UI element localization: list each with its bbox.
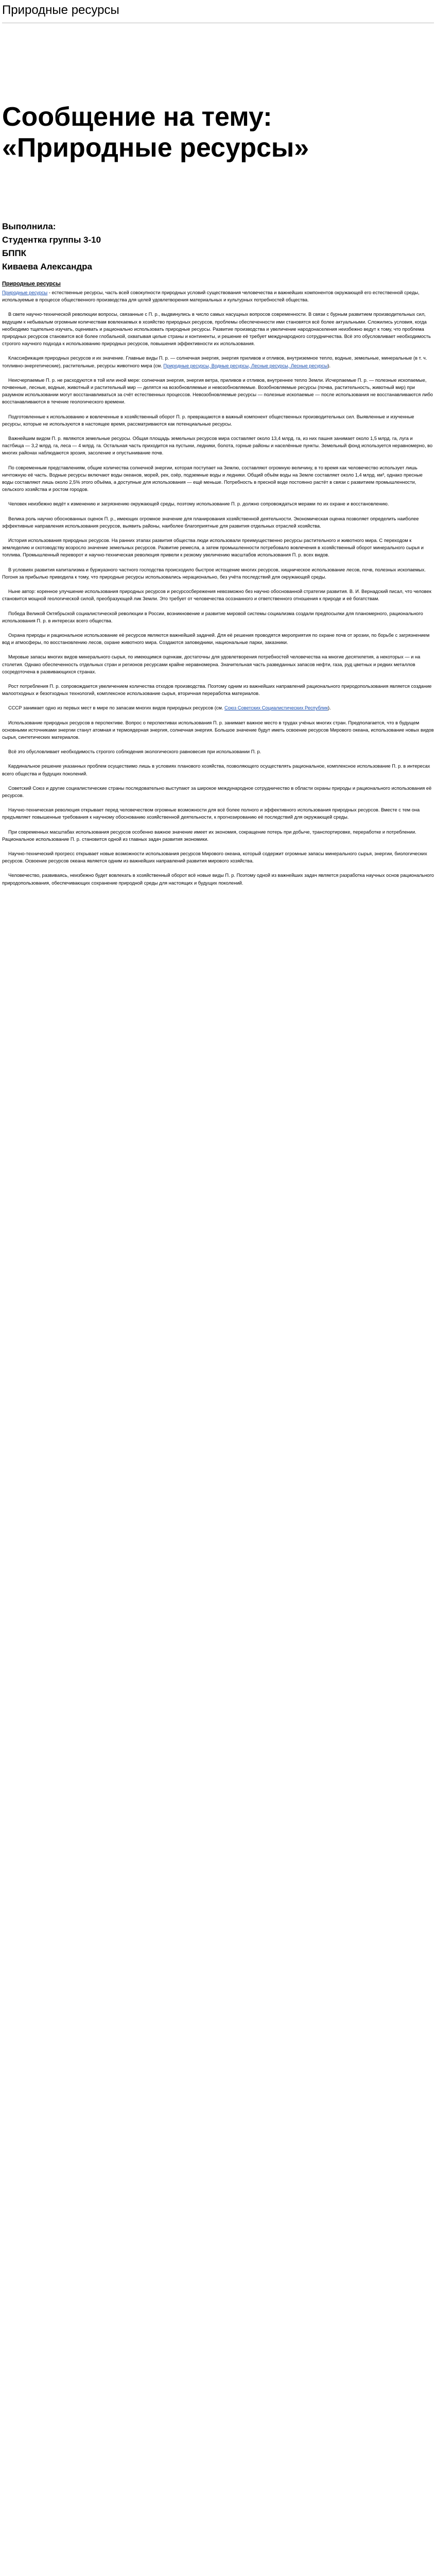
page-header-title: Природные ресурсы: [2, 2, 434, 23]
paragraph-text: Победа Великой Октябрьской социалистической революции в России, возникновение и развитие мировой системы социализма создали предпосылки для планомерного, рационального использования П. р. в интересах всего общества.: [2, 611, 423, 623]
article-paragraph: [2, 653, 434, 675]
article-paragraph: [2, 537, 434, 559]
paragraph-text: Советский Союз и другие социалистические страны последовательно выступают за широкое международное сотрудничество в области охраны природы и рационального использования её ресурсов.: [2, 785, 432, 798]
article-paragraph: [2, 354, 434, 369]
article-paragraph: [2, 435, 434, 457]
paragraph-text: При современных масштабах использования ресурсов особенно важное значение имеет их экономия, сокращение потерь при добыче, транспортировке, переработке и потреблении. Рациональное использование П. р. становится одной из главных задач развития экономики.: [2, 829, 416, 842]
paragraph-text: Важнейшим видом П. р. являются земельные ресурсы. Общая площадь земельных ресурсов мира составляет около 13,4 млрд. га, из них пашня занимает около 1,5 млрд. га, луга и пастбища — 3,2 млрд. га, леса — 4 млрд. га. Остальная часть приходится на пустыни, ледники, болота, горные районы и населённые пункты. Земельный фонд используется неравномерно, во многих районах наблюдаются эрозия, засоление и опустынивание почв.: [2, 436, 433, 456]
section-heading: Природные ресурсы: [2, 281, 61, 287]
article-paragraph: [2, 704, 434, 711]
paragraph-text: Использование природных ресурсов в перспективе. Вопрос о перспективах использования П. р. занимает важное место в трудах учёных многих стран. Предполагается, что в будущем основными источниками энергии станут атомная и термоядерная энергия, солнечная энергия. Большое значение будут иметь освоение ресурсов Мирового океана, использование новых видов сырья, синтетических материалов.: [2, 720, 434, 740]
paragraph-text: Научно-техническая революция открывает перед человечеством огромные возможности для всё более полного и эффективного использования природных ресурсов. Вместе с тем она предъявляет повышенные требования к научному обоснованию хозяйственной деятельности, к прогнозированию её последствий для окружающей среды.: [2, 807, 420, 820]
article-paragraph: [2, 762, 434, 777]
paragraph-text: Рост потребления П. р. сопровождается увеличением количества отходов производства. Поэтому одним из важнейших направлений рационального природопользования является создание малоотходных и безотходных технологий, комплексное использование сырья, вторичная переработка материалов.: [2, 683, 432, 697]
article-paragraph: [2, 377, 434, 406]
paragraph-text: Велика роль научно обоснованных оценок П. р., имеющих огромное значение для планирования хозяйственной деятельности. Экономическая оценка позволяет определить наиболее эффективные направления использования ресурсов, выявить районы, наиболее благоприятные для развития отдельных отраслей хозяйства.: [2, 516, 419, 529]
article-paragraph: [2, 850, 434, 865]
paragraph-text: Неисчерпаемые П. р. не расходуются в той или иной мере: солнечная энергия, энергия ветра, приливов и отливов, внутреннее тепло Земли. Исчерпаемые П. р. — полезные ископаемые, почвенные, лесные, водные, животный и растительный мир — делятся на возобновляемые и невозобновляемые. Возобновляемые ресурсы (почва, растительность, животный мир) при разумном использовании могут восстанавливаться за счёт естественных процессов. Невозобновляемые ресурсы — полезные ископаемые — после использования не восстанавливаются либо восстанавливаются в течение геологического времени.: [2, 377, 433, 405]
article-paragraph: [2, 610, 434, 624]
article-paragraph: [2, 588, 434, 602]
performed-label: Выполнила:: [2, 222, 56, 231]
paragraph-text: Классификация природных ресурсов и их значение. Главные виды П. р. — солнечная энергия, энергия приливов и отливов, внутриземное тепло, водные, земельные, минеральные (в т. ч. топливно-энергетические), растительные, ресурсы животного мира (см.: [2, 355, 427, 368]
paragraph-text: ).: [328, 705, 331, 711]
article-paragraph: [2, 566, 434, 581]
paragraph-text: В свете научно-технической революции вопросы, связанные с П. р., выдвинулись в число самых насущных вопросов современности. В связи с бурным развитием производительных сил, ведущим к небывалым огромным количествам вовлекаемых в хозяйство природных ресурсов, проблемы обеспеченности ими становятся всё более актуальными. Сложились условия, когда необходимо тщательно изучать, оценивать и рационально использовать природные ресурсы. Развитие производства и увеличение народонаселения неизбежно ведут к тому, что проблема природных ресурсов становится всё более глобальной, охватывая целые страны и континенты, и решение её требует международного сотрудничества. Всё это обусловливает необходимость строгого научного подхода к использованию природных ресурсов, повышения эффективности их использования.: [2, 312, 431, 347]
article-paragraph: [2, 500, 434, 507]
paragraph-text: Научно-технический прогресс открывает новые возможности использования ресурсов Мирового океана, который содержит огромные запасы минерального сырья, энергии, биологических ресурсов. Освоение ресурсов океана является одним из важнейших направлений развития мирового хозяйства.: [2, 851, 427, 864]
article-paragraph: [2, 828, 434, 843]
article-body: [2, 289, 434, 887]
article-paragraph: [2, 683, 434, 697]
paragraph-text: Кардинальное решение указанных проблем осуществимо лишь в условиях планового хозяйства, позволяющего осуществлять рациональное, комплексное использование П. р. в интересах всего общества и будущих поколений.: [2, 764, 430, 776]
paragraph-text: ).: [327, 363, 331, 368]
paragraph-text: История использования природных ресурсов. На ранних этапах развития общества люди использовали преимущественно ресурсы растительного и животного мира. С переходом к земледелию и скотоводству возросло значение земельных ресурсов. Развитие ремесла, а затем промышленности потребовало вовлечения в хозяйственный оборот минерального сырья и топлива. Промышленный переворот и научно-техническая революция привели к резкому увеличению масштабов использования П. р. всех видов.: [2, 538, 424, 558]
paragraph-link[interactable]: Природные ресурсы, Водные ресурсы, Лесные ресурсы, Лесные ресурсы: [163, 363, 328, 368]
article-paragraph: [2, 464, 434, 494]
paragraph-text: Подготовленные к использованию и вовлеченные в хозяйственный оборот П. р. превращаются в важный компонент общественных производительных сил. Выявленные и изученные ресурсы, которые не используются в настоящее время, рассматриваются как потенциальные ресурсы.: [2, 414, 414, 427]
article-paragraph: [2, 413, 434, 428]
paragraph-text: Всё это обусловливает необходимость строгого соблюдения экологического равновесия при использовании П. р.: [8, 749, 261, 755]
document-page: [0, 2, 436, 887]
paragraph-link[interactable]: Природные ресурсы: [2, 290, 48, 295]
paragraph-text: - естественные ресурсы, часть всей совокупности природных условий существования человечества и важнейших компонентов окружающей его естественной среды, используемые в процессе общественного производства для целей удовлетворения материальных и культурных потребностей общества.: [2, 290, 420, 303]
paragraph-text: СССР занимает одно из первых мест в мире по запасам многих видов природных ресурсов (см.: [8, 705, 225, 711]
article-paragraph: [2, 632, 434, 646]
paragraph-text: Человек неизбежно ведёт к изменению и загрязнению окружающей среды, поэтому использование П. р. должно сопровождаться мерами по их охране и восстановлению.: [8, 501, 389, 507]
main-title-line-1: Сообщение на тему:: [2, 102, 272, 132]
paragraph-text: В условиях развития капитализма и буржуазного частного господства происходило быстрое истощение многих ресурсов, хищническое использование лесов, почв, полезных ископаемых. Погоня за прибылью приводила к тому, что природные ресурсы использовались нерационально, без учёта последствий для окружающей среды.: [2, 567, 426, 580]
student-group: Студентка группы 3-10: [2, 235, 101, 245]
author-block: [2, 220, 434, 274]
college-name: БППК: [2, 248, 27, 258]
article-paragraph: [2, 515, 434, 530]
paragraph-text: Ныне автор: коренное улучшение использования природных ресурсов и ресурсосбережения невозможно без научно обоснованной стратегии развития. В. И. Вернадский писал, что человек становится мощной геологической силой, преобразующей лик Земли. Это требует от человечества осознанного и ответственного отношения к природе и её богатствам.: [2, 589, 431, 602]
paragraph-text: Мировые запасы многих видов минерального сырья, по имеющимся оценкам, достаточны для удовлетворения потребностей человечества на многие десятилетия, а некоторых — и на столетия. Однако обеспеченность отдельных стран и регионов ресурсами крайне неравномерна. Значительная часть разведанных запасов нефти, газа, руд цветных и редких металлов сосредоточена в развивающихся странах.: [2, 654, 421, 674]
paragraph-text: Охрана природы и рациональное использование её ресурсов являются важнейшей задачей. Для её решения проводятся мероприятия по охране почв от эрозии, по борьбе с загрязнением вод и атмосферы, по восстановлению лесов, охране животного мира. Создаются заповедники, национальные парки, заказники.: [2, 632, 430, 646]
article-paragraph: [2, 785, 434, 799]
main-title: [2, 101, 434, 163]
paragraph-text: Человечество, развиваясь, неизбежно будет вовлекать в хозяйственный оборот всё новые виды П. р. Поэтому одной из важнейших задач является разработка научных основ рационального природопользования, обеспечивающих сохранение природной среды для настоящих и будущих поколений.: [2, 873, 434, 886]
paragraph-text: По современным представлениям, общие количества солнечной энергии, которая поступает на Землю, составляют огромную величину, в то время как человечество использует лишь ничтожную её часть. Водные ресурсы включают воды океанов, морей, рек, озёр, подземные воды и ледники. Общий объём воды на Земле составляет около 1,4 млрд. км³, однако пресные воды составляют лишь около 2,5% этого объёма, а доступные для использования — ещё меньше. Потребность в пресной воде постоянно растёт в связи с развитием промышленности, сельского хозяйства и ростом городов.: [2, 465, 423, 493]
article-paragraph: [2, 806, 434, 821]
article-paragraph: [2, 311, 434, 347]
article-paragraph: [2, 289, 434, 303]
article-paragraph: [2, 748, 434, 755]
article-paragraph: [2, 872, 434, 886]
main-title-line-2: «Природные ресурсы»: [2, 133, 309, 163]
article-paragraph: [2, 719, 434, 741]
student-name: Киваева Александра: [2, 262, 92, 272]
paragraph-link[interactable]: Союз Советских Социалистических Республик: [224, 705, 328, 711]
